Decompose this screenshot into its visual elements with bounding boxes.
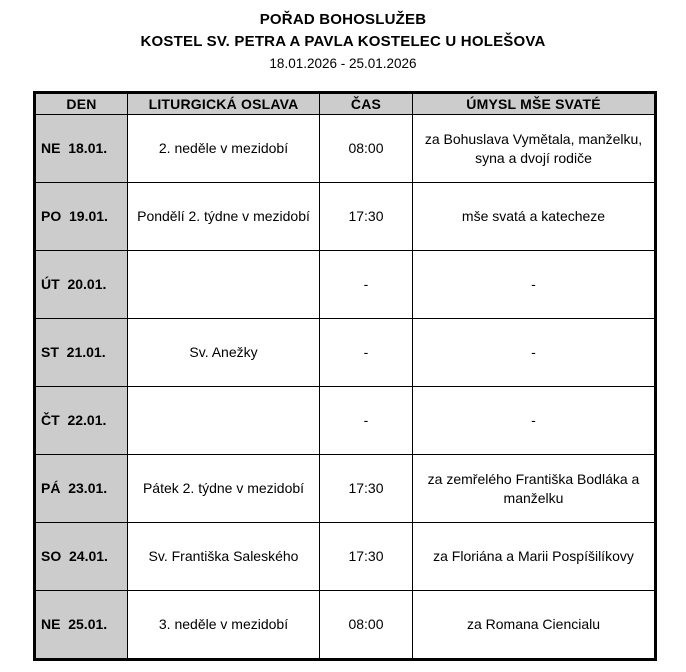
day-cell: PÁ 23.01. bbox=[35, 455, 128, 523]
page-subtitle: KOSTEL SV. PETRA A PAVLA KOSTELEC U HOLEŠOVA bbox=[140, 33, 546, 50]
time-cell: - bbox=[320, 387, 413, 455]
intention-cell: za Romana Ciencialu bbox=[413, 591, 656, 660]
column-header-cas: ČAS bbox=[320, 93, 413, 115]
celebration-cell: 3. neděle v mezidobí bbox=[128, 591, 320, 660]
intention-cell: - bbox=[413, 319, 656, 387]
day-cell: NE 18.01. bbox=[35, 115, 128, 183]
intention-cell: za Floriána a Marii Pospíšilíkovy bbox=[413, 523, 656, 591]
celebration-cell: Sv. Františka Saleského bbox=[128, 523, 320, 591]
time-cell: - bbox=[320, 251, 413, 319]
page-title: POŘAD BOHOSLUŽEB bbox=[259, 11, 427, 28]
time-cell: 08:00 bbox=[320, 591, 413, 660]
intention-cell: za zemřelého Františka Bodláka a manželku bbox=[413, 455, 656, 523]
day-cell: NE 25.01. bbox=[35, 591, 128, 660]
table-row bbox=[35, 251, 656, 319]
table-row bbox=[35, 183, 656, 251]
table-row bbox=[35, 387, 656, 455]
celebration-cell: Sv. Anežky bbox=[128, 319, 320, 387]
time-cell: - bbox=[320, 319, 413, 387]
intention-cell: mše svatá a katecheze bbox=[413, 183, 656, 251]
intention-cell: - bbox=[413, 387, 656, 455]
schedule-table bbox=[33, 91, 657, 661]
day-cell: ÚT 20.01. bbox=[35, 251, 128, 319]
column-header-den: DEN bbox=[35, 93, 128, 115]
date-range: 18.01.2026 - 25.01.2026 bbox=[269, 56, 417, 71]
table-header-row bbox=[35, 93, 656, 115]
table-row bbox=[35, 523, 656, 591]
time-cell: 17:30 bbox=[320, 455, 413, 523]
column-header-umysl: ÚMYSL MŠE SVATÉ bbox=[413, 93, 656, 115]
intention-cell: za Bohuslava Vymětala, manželku, syna a dvojí rodiče bbox=[413, 115, 656, 183]
celebration-cell: 2. neděle v mezidobí bbox=[128, 115, 320, 183]
day-cell: ČT 22.01. bbox=[35, 387, 128, 455]
celebration-cell: Pátek 2. týdne v mezidobí bbox=[128, 455, 320, 523]
celebration-cell bbox=[128, 251, 320, 319]
document-header bbox=[0, 0, 686, 74]
celebration-cell bbox=[128, 387, 320, 455]
celebration-cell: Pondělí 2. týdne v mezidobí bbox=[128, 183, 320, 251]
intention-cell: - bbox=[413, 251, 656, 319]
time-cell: 17:30 bbox=[320, 183, 413, 251]
day-cell: SO 24.01. bbox=[35, 523, 128, 591]
table-row bbox=[35, 115, 656, 183]
time-cell: 17:30 bbox=[320, 523, 413, 591]
day-cell: PO 19.01. bbox=[35, 183, 128, 251]
day-cell: ST 21.01. bbox=[35, 319, 128, 387]
table-row bbox=[35, 591, 656, 660]
table-row bbox=[35, 319, 656, 387]
time-cell: 08:00 bbox=[320, 115, 413, 183]
table-row bbox=[35, 455, 656, 523]
column-header-oslava: LITURGICKÁ OSLAVA bbox=[128, 93, 320, 115]
